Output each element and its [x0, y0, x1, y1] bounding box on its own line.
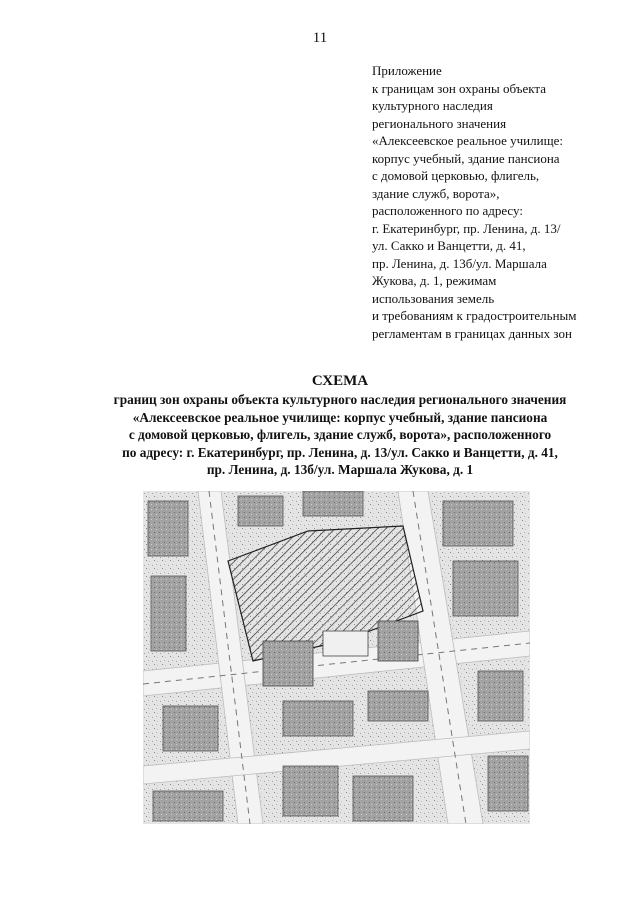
scheme-title-line: границ зон охраны объекта культурного наследия регионального значения: [113, 392, 567, 408]
scheme-title: [60, 373, 620, 478]
scheme-heading: СХЕМА: [311, 373, 369, 389]
appendix-line: Приложение: [372, 63, 442, 78]
appendix-header: [372, 62, 632, 342]
appendix-line: здание служб, ворота»,: [372, 185, 500, 201]
appendix-line: Жукова, д. 1, режимам: [372, 273, 497, 288]
scheme-title-line: «Алексеевское реальное училище: корпус учебный, здание пансиона: [132, 409, 548, 425]
page-number: 11: [312, 30, 328, 46]
scheme-title-line: пр. Ленина, д. 13б/ул. Маршала Жукова, д. 1: [206, 462, 474, 478]
appendix-line: культурного наследия: [372, 98, 493, 113]
appendix-line: регламентам в границах данных зон: [372, 325, 572, 341]
scheme-title-line: по адресу: г. Екатеринбург, пр. Ленина, д. 13/ул. Сакко и Ванцетти, д. 41,: [122, 444, 558, 460]
appendix-line: расположенного по адресу:: [372, 203, 523, 218]
aerial-map: [143, 491, 530, 824]
appendix-line: к границам зон охраны объекта: [372, 80, 546, 96]
scheme-title-line: с домовой церковью, флигель, здание служб, ворота», расположенного: [128, 427, 552, 443]
appendix-line: пр. Ленина, д. 13б/ул. Маршала: [372, 255, 547, 271]
appendix-line: использования земель: [372, 290, 495, 306]
appendix-line: ул. Сакко и Ванцетти, д. 41,: [372, 238, 526, 253]
appendix-line: регионального значения: [372, 115, 507, 131]
appendix-line: с домовой церковью, флигель,: [372, 168, 540, 183]
aerial-map-icon: [143, 491, 530, 824]
appendix-line: и требованиям к градостроительным: [372, 308, 577, 323]
appendix-line: «Алексеевское реальное училище:: [372, 133, 563, 148]
appendix-line: корпус учебный, здание пансиона: [372, 150, 560, 166]
appendix-line: г. Екатеринбург, пр. Ленина, д. 13/: [372, 220, 561, 236]
